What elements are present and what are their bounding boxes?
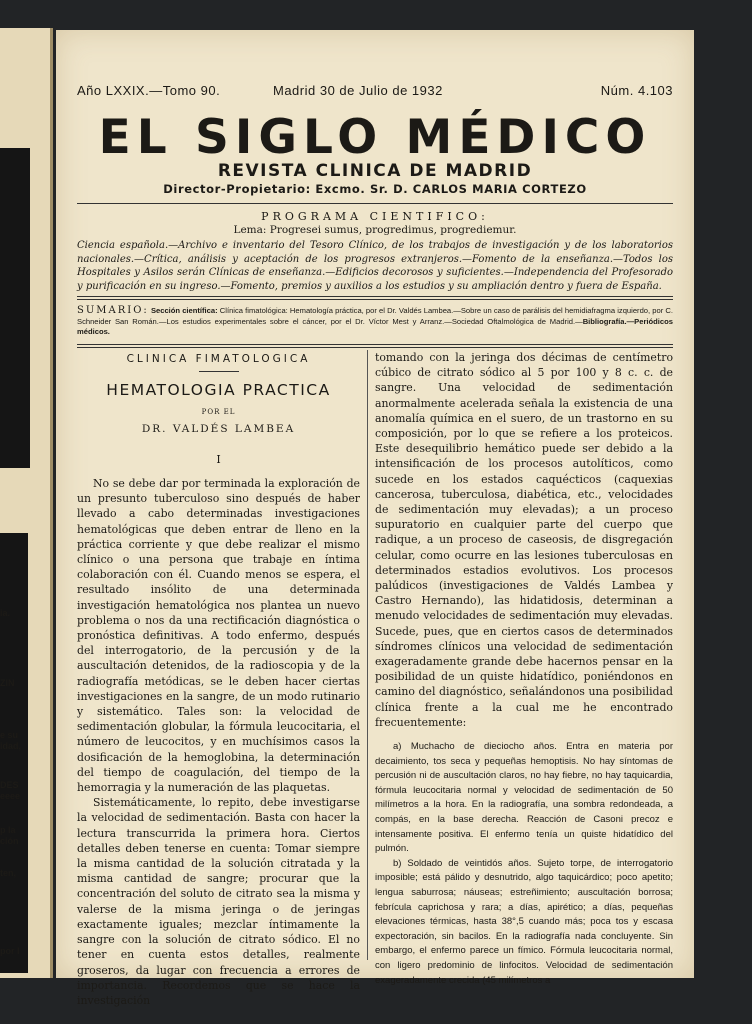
title-rule xyxy=(199,371,239,372)
sumario-text: Clínica fimatológica: Hematología práctica, por el Dr. Valdés Lambea.—Sobre un caso de parálisis del hemidiafragma izquierdo, por C. Schneider San Román.—Los estudios experimentales sobre el cáncer, por el Dr. Víctor Mest y Arranz.—Sociedad Oftalmológica de Madrid.— xyxy=(77,306,673,326)
adjacent-page-fragment: ZIN xyxy=(0,678,15,688)
article-left-column xyxy=(77,350,360,1008)
adjacent-page-edge xyxy=(0,28,53,978)
case-report: b) Soldado de veintidós años. Sujeto torpe, de interrogatorio imposible; está pálido y desnutrido, algo taquicárdico; poco apetito; lengua saburrosa; náuseas; estreñimiento; auscultación borrosa; febrícula caprichosa y rara; a días, apirético; a días, pequeñas elevaciones térmicas, hasta 38°,5 cuando más; poca tos y escasa expectoración, sin bacilos. En la radiografía nada concluyente. Sin embargo, el enfermo parece un fímico. Fórmula leucocitaria normal, con ligero predominio de linfocitos. Velocidad de sedimentación exageradamente crecida (45 milímetros a xyxy=(375,857,673,986)
column-divider xyxy=(367,350,368,960)
adjacent-page-dark-block xyxy=(0,533,28,973)
adjacent-page-fragment: ten, xyxy=(0,868,17,878)
article-author: DR. VALDÉS LAMBEA xyxy=(141,423,296,435)
issue-number: Núm. 4.103 xyxy=(600,83,673,98)
programa-divider xyxy=(77,296,673,297)
adjacent-page-fragment: ia. xyxy=(0,608,11,618)
programa-text: Ciencia española.—Archivo e inventario del Tesoro Clínico, de los trabajos de investigación y de los laboratorios nacionales.—Crítica, análisis y aceptación de los progresos extranjeros.—Fomento de la enseñanza.—Todos los Hospitales y Asilos serán Clínicas de enseñanza.—Edificios decorosos y suficientes.—Independencia del Profesorado y purificación en su ingreso.—Fomento, premios y auxilios a los estudios y su ampliación dentro y fuera de España. xyxy=(77,240,673,292)
adjacent-page-fragment: e su xyxy=(0,730,19,740)
article-right-column xyxy=(375,350,673,988)
adjacent-page-fragment: p la xyxy=(0,825,16,835)
journal-page xyxy=(56,30,694,1007)
article-paragraph: Sistemáticamente, lo repito, debe investigarse la velocidad de sedimentación. Basta con hacer la lectura transcurrida la primera hora. Ciertos detalles deben tenerse en cuenta: Tomar siempre la misma cantidad de la solución citratada y la misma cantidad de sangre; procurar que la concentración del soluto de citrato sea la misma y valerse de la misma jeringa o de jeringas exactamente iguales; mezclar íntimamente la sangre con la solución de citrato sódico. El no tener en cuenta estos detalles, realmente groseros, da lugar con frecuencia a errores de importancia. Recordemos que se hace la investigación xyxy=(77,796,360,1007)
journal-director: Director-Propietario: Excmo. Sr. D. CARLOS MARIA CORTEZO xyxy=(163,182,587,196)
year-volume: Año LXXIX.—Tomo 90. xyxy=(77,83,221,98)
programa-divider xyxy=(77,299,673,300)
sumario xyxy=(77,306,673,338)
journal-title: EL SIGLO MÉDICO xyxy=(98,110,652,165)
sumario-section-label: Sección científica: xyxy=(150,306,218,315)
article-section: CLINICA FIMATOLOGICA xyxy=(126,353,311,365)
adjacent-page-fragment: por l xyxy=(0,946,20,956)
adjacent-page-dark-block xyxy=(0,148,30,468)
sumario-divider xyxy=(77,344,673,345)
adjacent-page-fragment: idad, xyxy=(0,741,22,751)
article-title: HEMATOLOGIA PRACTICA xyxy=(106,381,331,399)
journal-subtitle: REVISTA CLINICA DE MADRID xyxy=(217,161,533,181)
programa-motto: Lema: Progresei sumus, progredimus, progrediemur. xyxy=(233,224,517,236)
sumario-periodicos: —Periódicos médicos. xyxy=(77,316,673,336)
place-date: Madrid 30 de Julio de 1932 xyxy=(273,83,443,98)
adjacent-page-fragment: eeee xyxy=(0,791,21,801)
article-paragraph: No se debe dar por terminada la exploración de un presunto tuberculoso sino después de haber llevado a cabo determinadas investigaciones hematológicas que deben entrar de lleno en la práctica corriente y que debe realizar el mismo clínico o una persona que trabaje en íntima colaboración con él. Cuando menos se espera, el resultado insólito de una determinada investigación hematológica nos plantea un nuevo problema o nos da una rectificación diagnóstica o pronóstica definitivas. A todo enfermo, después del interrogatorio, de la percusión y de la auscultación detenidos, de la radioscopia y de la radiografía metódicas, se le deben hacer ciertas investigaciones en la sangre, de un modo rutinario y sistemático. Tales son: la velocidad de sedimentación globular, la fórmula leucocitaria, el número de leucocitos, y en muchísimos casos la dosificación de la hemoglobina, la determinación del tiempo de coagulación, del tiempo de la hemorragia y la numeración de las plaquetas. xyxy=(77,477,360,795)
article-paragraph: tomando con la jeringa dos décimas de centímetro cúbico de citrato sódico al 5 por 100 y 8 c. c. de sangre. Una velocidad de sedimentación anormalmente acelerada señala la existencia de una anomalía química en el suero, de un trastorno en su composición, por lo que se refiere a los proteicos. Este desequilibrio hemático puede ser debido a la intensificación de los procesos autolíticos, como sucede en los estados caquécticos (caquexias cancerosa, tuberculosa, diabética, etc., velocidades de sedimentación muy elevadas); a un proceso supuratorio en cualquier parte del cuerpo que radique, a un proceso de caseosis, de disgregación celular, como ocurre en las lesiones tuberculosas en determinados estadios evolutivos. Los procesos palúdicos (investigaciones de Valdés Lambea y Castro Hernando), las hidatidosis, determinan a menudo velocidades de sedimentación muy elevadas. Sucede, pues, que en ciertos casos de determinados síndromes clínicos una velocidad de sedimentación exageradamente grande debe hacernos pensar en la posibilidad de un quiste hidatídico, poniéndonos en camino del diagnóstico, señalándonos una posibilidad clínica frente a la cual me he encontrado frecuentemente: xyxy=(375,351,673,729)
header-divider xyxy=(77,203,673,204)
sumario-divider xyxy=(77,347,673,348)
sumario-label: SUMARIO: xyxy=(77,305,149,316)
article-part-number: I xyxy=(216,453,221,466)
programa-heading: PROGRAMA CIENTIFICO: xyxy=(261,210,489,223)
article-byline-prefix: POR EL xyxy=(201,408,236,416)
adjacent-page-fragment: DES xyxy=(0,780,19,790)
case-report: a) Muchacho de dieciocho años. Entra en materia por decaimiento, tos seca y pequeñas hemoptisis. No hay síntomas de percusión ni de auscultación claros, no hay fiebre, no hay taquicardia, fórmula leucocitaria normal y velocidad de sedimentación de 50 milímetros a la hora. En la radiografía, una sombra redondeada, a compás, en la base derecha. Reacción de Casoni precoz e intensamente positiva. El enfermo tenía un quiste hidatídico del pulmón. xyxy=(375,741,673,855)
adjacent-page-fragment: ción xyxy=(0,836,19,846)
sumario-bibliografia: Bibliografía. xyxy=(582,316,627,326)
